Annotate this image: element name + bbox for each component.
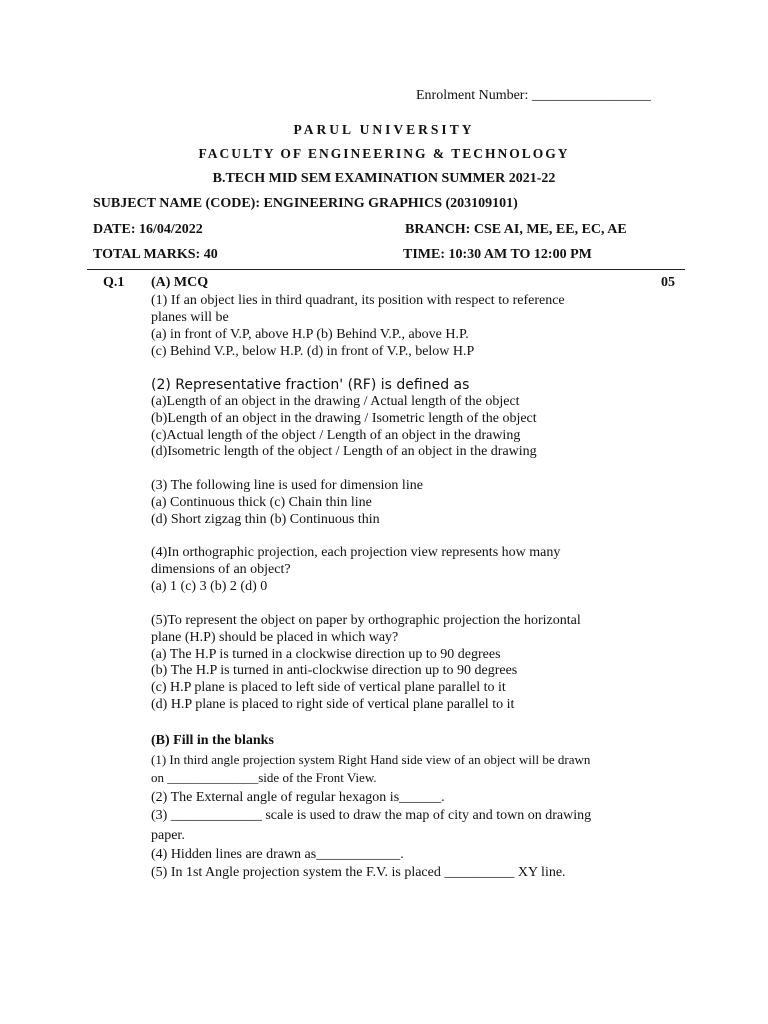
branch: BRANCH: CSE AI, ME, EE, EC, AE [405, 222, 627, 237]
mcq-5-options: (d) H.P plane is placed to right side of vertical plane parallel to it [151, 697, 515, 712]
mcq-3-options: (a) Continuous thick (c) Chain thin line [151, 495, 372, 510]
fill-4: (4) Hidden lines are drawn as____________. [151, 847, 404, 862]
mcq-4-line: dimensions of an object? [151, 562, 291, 577]
mcq-1-options: (c) Behind V.P., below H.P. (d) in front of V.P., below H.P [151, 344, 475, 359]
fill-1-line: on ______________side of the Front View. [151, 770, 377, 785]
question-marks: 05 [661, 275, 675, 290]
fill-1-line: (1) In third angle projection system Right Hand side view of an object will be drawn [151, 752, 591, 767]
mcq-2-options: (d)Isometric length of the object / Length of an object in the drawing [151, 444, 537, 459]
mcq-5-options: (c) H.P plane is placed to left side of vertical plane parallel to it [151, 680, 506, 695]
mcq-5-options: (a) The H.P is turned in a clockwise direction up to 90 degrees [151, 647, 501, 662]
mcq-1-line: (1) If an object lies in third quadrant, its position with respect to reference [151, 293, 565, 308]
mcq-4-line: (4)In orthographic projection, each projection view represents how many [151, 545, 561, 560]
fill-3-line: paper. [151, 828, 185, 843]
question-number: Q.1 [103, 275, 125, 290]
mcq-1-line: planes will be [151, 310, 229, 325]
university-name: PARUL UNIVERSITY [293, 122, 475, 137]
fill-5: (5) In 1st Angle projection system the F.V. is placed __________ XY line. [151, 865, 566, 880]
section-b-title: (B) Fill in the blanks [151, 733, 274, 748]
exam-date: DATE: 16/04/2022 [93, 222, 203, 237]
total-marks: TOTAL MARKS: 40 [93, 247, 218, 262]
enrolment-number: Enrolment Number: _________________ [416, 88, 651, 103]
mcq-4-options: (a) 1 (c) 3 (b) 2 (d) 0 [151, 579, 268, 594]
subject-name: SUBJECT NAME (CODE): ENGINEERING GRAPHICS (203109101) [93, 196, 518, 211]
mcq-5-options: (b) The H.P is turned in anti-clockwise direction up to 90 degrees [151, 663, 518, 678]
mcq-3-options: (d) Short zigzag thin (b) Continuous thin [151, 512, 380, 527]
divider-line [87, 269, 685, 270]
mcq-2-options: (c)Actual length of the object / Length of an object in the drawing [151, 428, 521, 443]
mcq-2-options: (b)Length of an object in the drawing / Isometric length of the object [151, 411, 537, 426]
fill-3-line: (3) _____________ scale is used to draw the map of city and town on drawing [151, 808, 592, 823]
section-a-title: (A) MCQ [151, 275, 209, 290]
faculty-name: FACULTY OF ENGINEERING & TECHNOLOGY [198, 146, 570, 161]
exam-title: B.TECH MID SEM EXAMINATION SUMMER 2021-22 [212, 171, 556, 186]
exam-time: TIME: 10:30 AM TO 12:00 PM [403, 247, 592, 262]
mcq-2-options: (a)Length of an object in the drawing / Actual length of the object [151, 394, 520, 409]
mcq-2-line: (2) Representative fraction' (RF) is defined as [151, 377, 470, 393]
mcq-3-line: (3) The following line is used for dimension line [151, 478, 423, 493]
mcq-5-line: plane (H.P) should be placed in which way? [151, 630, 399, 645]
fill-2: (2) The External angle of regular hexagon is______. [151, 790, 445, 805]
mcq-5-line: (5)To represent the object on paper by orthographic projection the horizontal [151, 613, 581, 628]
mcq-1-options: (a) in front of V.P, above H.P (b) Behind V.P., above H.P. [151, 327, 469, 342]
